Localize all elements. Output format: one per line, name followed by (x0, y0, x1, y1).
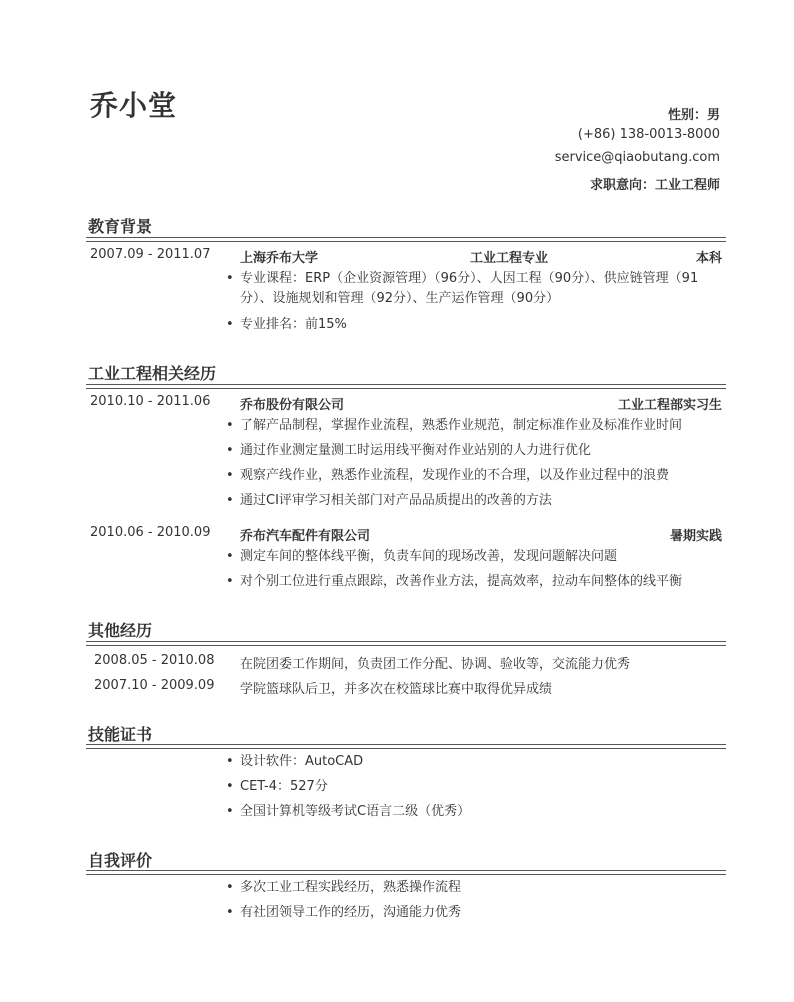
list-item: • 对个别工位进行重点跟踪，改善作业方法，提高效率，拉动车间整体的线平衡 (228, 572, 720, 592)
section-divider (86, 744, 726, 749)
section-title-self: 自我评价 (88, 851, 153, 870)
phone: (+86) 138-0013-8000 (577, 127, 720, 142)
other-text: 学院篮球队后卫，并多次在校篮球比赛中取得优异成绩 (240, 682, 553, 697)
job-date: 2010.10 - 2011.06 (90, 394, 211, 409)
section-divider (86, 870, 726, 875)
education-date: 2007.09 - 2011.07 (90, 247, 211, 262)
list-item: • 多次工业工程实践经历，熟悉操作流程 (228, 878, 720, 898)
section-divider (86, 641, 726, 646)
company-name: 乔布股份有限公司 (240, 398, 345, 413)
job-date: 2010.06 - 2010.09 (90, 525, 211, 540)
list-item: • 观察产线作业，熟悉作业流程，发现作业的不合理，以及作业过程中的浪费 (228, 466, 720, 486)
company-name: 乔布汽车配件有限公司 (240, 529, 371, 544)
degree: 本科 (695, 251, 722, 266)
list-item: • 设计软件：AutoCAD (228, 752, 720, 772)
job-role: 暑期实践 (669, 529, 722, 544)
other-date: 2008.05 - 2010.08 (94, 653, 215, 668)
section-title-education: 教育背景 (88, 217, 153, 236)
section-divider (86, 384, 726, 389)
other-date: 2007.10 - 2009.09 (94, 678, 215, 693)
list-item: • 测定车间的整体线平衡，负责车间的现场改善，发现问题解决问题 (228, 547, 720, 567)
list-item: • 通过作业测定量测工时运用线平衡对作业站别的人力进行优化 (228, 441, 720, 461)
section-title-skills: 技能证书 (88, 725, 153, 744)
section-divider (86, 237, 726, 242)
list-item: • 有社团领导工作的经历，沟通能力优秀 (228, 903, 720, 923)
job-role: 工业工程部实习生 (617, 398, 722, 413)
job-objective: 求职意向：工业工程师 (589, 178, 720, 193)
email: service@qiaobutang.com (554, 150, 720, 165)
gender: 性别：男 (667, 108, 720, 123)
list-item: • 专业排名：前15% (228, 315, 720, 335)
other-text: 在院团委工作期间，负责团工作分配、协调、验收等，交流能力优秀 (240, 657, 631, 672)
list-item: • 通过CI评审学习相关部门对产品品质提出的改善的方法 (228, 491, 720, 511)
section-title-other: 其他经历 (88, 621, 153, 640)
list-item: • 了解产品制程，掌握作业流程，熟悉作业规范，制定标准作业及标准作业时间 (228, 416, 720, 436)
section-title-experience: 工业工程相关经历 (88, 364, 217, 383)
major: 工业工程专业 (470, 251, 549, 266)
list-item: • 专业课程：ERP（企业资源管理）（96分）、人因工程（90分）、供应链管理（91分）、设施规划和管理（92分）、生产运作管理（90分） (228, 269, 720, 309)
school-name: 上海乔布大学 (240, 251, 319, 266)
list-item: • 全国计算机等级考试C语言二级（优秀） (228, 802, 720, 822)
list-item: • CET-4：527分 (228, 777, 720, 797)
candidate-name: 乔小堂 (90, 89, 178, 122)
